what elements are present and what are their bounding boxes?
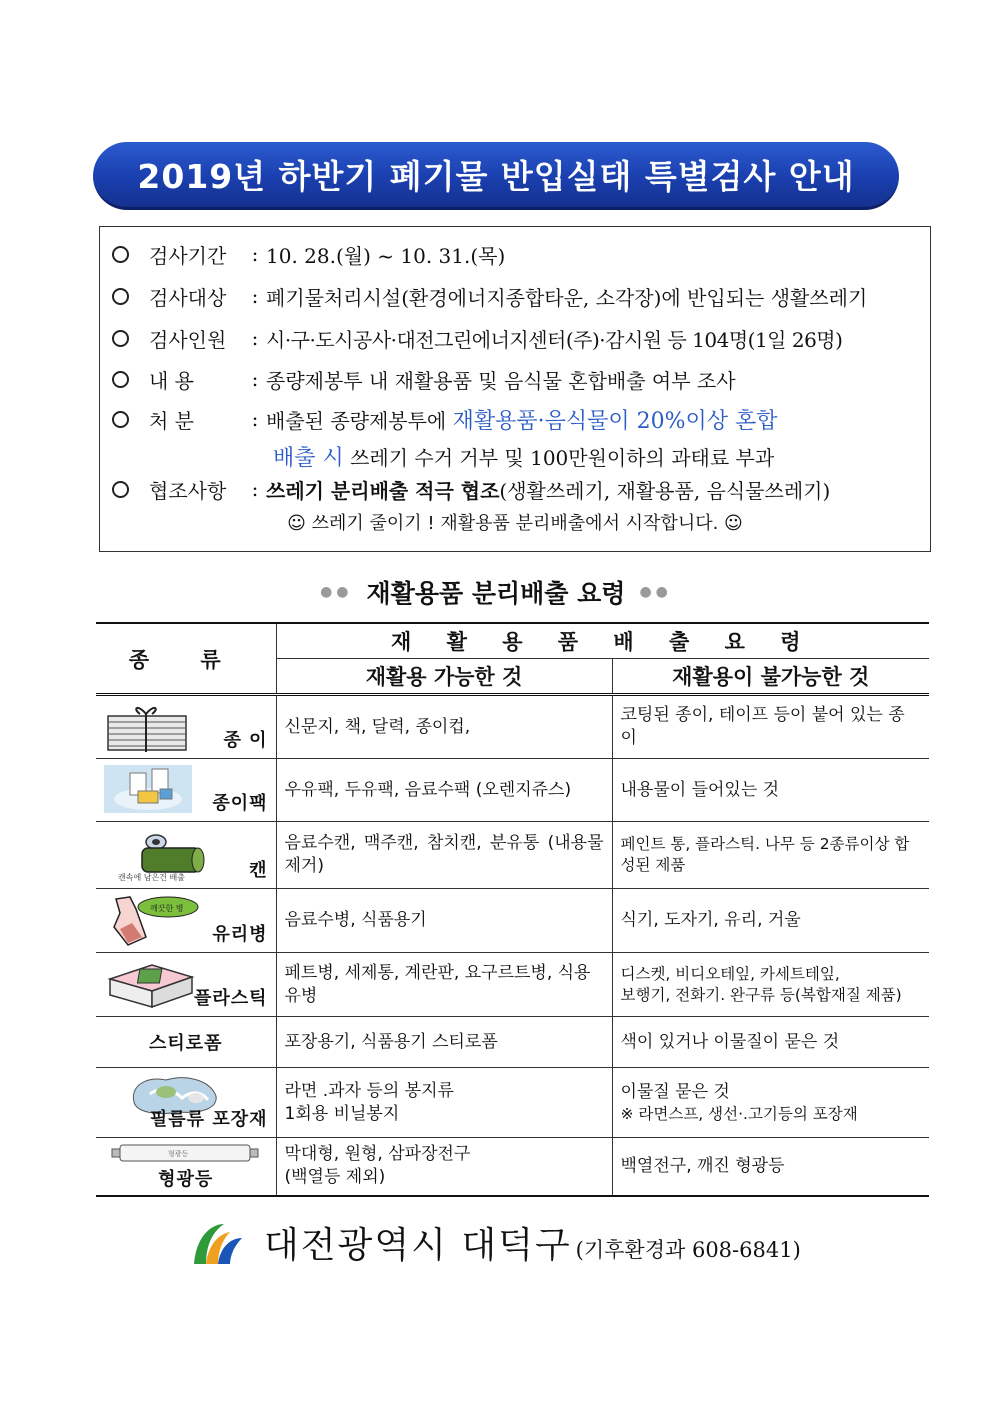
recyclable-cell: 음료수캔, 맥주캔, 참치캔, 분유통 (내용물 제거) [276,822,612,889]
info-row-period: 검사기간 : 10. 28.(월) ~ 10. 31.(목) [112,239,505,269]
type-label: 필름류 포장재 [149,1109,268,1130]
recycling-table [96,622,929,1197]
info-label: 검사인원 [149,327,227,352]
info-label: 검사대상 [149,285,227,310]
recyclable-cell: 페트병, 세제통, 계란판, 요구르트병, 식용유병 [276,953,612,1017]
type-cell [96,953,276,1017]
svg-text:형광등: 형광등 [168,1150,189,1158]
table-row [96,953,929,1017]
info-value: 폐기물처리시설(환경에너지종합타운, 소각장)에 반입되는 생활쓰레기 [266,285,868,310]
type-cell [96,1017,276,1068]
info-label: 검사기간 [149,243,227,268]
highlight-text: 배출 시 [273,445,344,471]
non-recyclable-line: 보행기, 전화기. 완구류 등(복합재질 제품) [620,985,902,1004]
info-value: 시·구·도시공사·대전그린에너지센터(주)·감시원 등 104명(1일 26명) [266,327,843,352]
non-recyclable-cell [612,953,929,1017]
circle-bullet-icon [112,288,129,305]
section-title [0,572,992,612]
info-label: 처 분 [149,408,194,433]
info-value: 배출된 종량제봉투에 [266,408,453,433]
non-recyclable-line: 이물질 묻은 것 [620,1081,730,1102]
recyclable-cell: 우유팩, 두유팩, 음료수팩 (오렌지쥬스) [276,759,612,822]
department-contact: (기후환경과 608-6841) [575,1238,801,1262]
section-title-text: 재활용품 분리배출 요령 [366,579,626,608]
info-value-bold: 쓰레기 분리배출 적극 협조 [266,478,500,503]
info-value: (생활쓰레기, 재활용품, 음식물쓰레기) [499,478,831,503]
info-label: 내 용 [149,368,194,393]
non-recyclable-cell: 식기, 도자기, 유리, 거울 [612,889,929,953]
title-banner [93,142,899,210]
type-cell [96,1138,276,1196]
can-icon [102,826,212,884]
dots-decoration: ●● [320,584,353,600]
type-label: 유리병 [212,924,268,945]
recyclable-cell [276,1138,612,1196]
non-recyclable-note: ※ 라면스프, 생선·.고기등의 포장재 [620,1104,858,1123]
recyclable-line: 막대형, 원형, 삼파장전구 [284,1144,471,1165]
recyclable-line: 1회용 비닐봉지 [284,1103,400,1124]
type-label: 종이팩 [212,793,268,814]
type-cell [96,695,276,759]
organization-name: 대전광역시 대덕구 [264,1224,572,1266]
newspaper-bundle-icon [102,700,198,756]
type-label: 플라스틱 [193,988,268,1009]
circle-bullet-icon [112,371,129,388]
type-cell [96,822,276,889]
non-recyclable-cell [612,1068,929,1138]
plastic-container-icon [102,957,198,1011]
info-value: 종량제봉투 내 재활용품 및 음식물 혼합배출 여부 조사 [266,368,736,393]
recyclable-cell [276,1068,612,1138]
table-row [96,889,929,953]
info-label: 협조사항 [149,478,227,503]
recyclable-cell: 포장용기, 식품용기 스티로폼 [276,1017,612,1068]
type-label: 스티로폼 [148,1033,223,1054]
glass-bottle-icon [102,893,202,949]
recyclable-line: (백열등 제외) [284,1167,386,1188]
header-recyclable: 재활용 가능한 것 [276,659,612,695]
circle-bullet-icon [112,246,129,263]
info-value: 10. 28.(월) ~ 10. 31.(목) [266,243,506,268]
table-row [96,822,929,889]
page-title: 2019년 하반기 폐기물 반입실태 특별검사 안내 [137,157,855,196]
info-row-content: 내 용 : 종량제봉투 내 재활용품 및 음식물 혼합배출 여부 조사 [112,364,736,394]
non-recyclable-cell: 백열전구, 깨진 형광등 [612,1138,929,1196]
svg-text:캔속에 남은건 배출: 캔속에 남은건 배출 [118,873,185,882]
non-recyclable-cell: 내용물이 들어있는 것 [612,759,929,822]
type-label: 종 이 [223,730,268,751]
table-row [96,759,929,822]
info-row-target: 검사대상 : 폐기물처리시설(환경에너지종합타운, 소각장)에 반입되는 생활쓰레기 [112,281,867,311]
table-row [96,1138,929,1196]
footer [190,1212,801,1272]
recyclable-line: 라면 .과자 등의 봉지류 [284,1080,454,1101]
info-row-penalty: 처 분 : 배출된 종량제봉투에 재활용품·음식물이 20%이상 혼합 [112,404,778,434]
table-row [96,1068,929,1138]
type-label: 형광등 [158,1168,214,1190]
recyclable-cell: 음료수병, 식품용기 [276,889,612,953]
fluorescent-tube-icon [110,1140,260,1166]
header-main: 재 활 용 품 배 출 요 령 [276,623,929,659]
daedeok-gu-logo-icon [190,1218,246,1266]
circle-bullet-icon [112,330,129,347]
inspection-info-box [99,226,931,552]
svg-text:깨끗한 병: 깨끗한 병 [150,904,184,913]
circle-bullet-icon [112,411,129,428]
non-recyclable-line: 디스켓, 비디오테잎, 카세트테잎, [620,964,840,983]
header-non-recyclable: 재활용이 불가능한 것 [612,659,929,695]
info-row-coop: 협조사항 : 쓰레기 분리배출 적극 협조 (생활쓰레기, 재활용품, 음식물쓰레기) [112,474,830,504]
recyclable-cell: 신문지, 책, 달력, 종이컵, [276,695,612,759]
info-value: 쓰레기 수거 거부 및 100만원이하의 과태료 부과 [343,445,775,470]
table-row [96,1017,929,1068]
highlight-text: 재활용품·음식물이 20%이상 혼합 [452,408,778,434]
type-cell [96,759,276,822]
dots-decoration: ●● [639,584,672,600]
type-cell [96,889,276,953]
info-row-penalty-continued [273,440,774,472]
paper-carton-icon [102,763,194,815]
header-type: 종 류 [96,623,276,695]
info-row-staff: 검사인원 : 시·구·도시공사·대전그린에너지센터(주)·감시원 등 104명(1일 26명) [112,323,842,353]
table-row [96,695,929,759]
non-recyclable-cell: 코팅된 종이, 테이프 등이 붙어 있는 종이 [612,695,929,759]
circle-bullet-icon [112,481,129,498]
type-cell [96,1068,276,1138]
non-recyclable-cell: 색이 있거나 이물질이 묻은 것 [612,1017,929,1068]
non-recyclable-cell: 페인트 통, 플라스틱. 나무 등 2종류이상 합성된 제품 [612,822,929,889]
slogan: ☺ 쓰레기 줄이기 ! 재활용품 분리배출에서 시작합니다. ☺ [287,513,743,534]
type-label: 캔 [249,860,268,881]
